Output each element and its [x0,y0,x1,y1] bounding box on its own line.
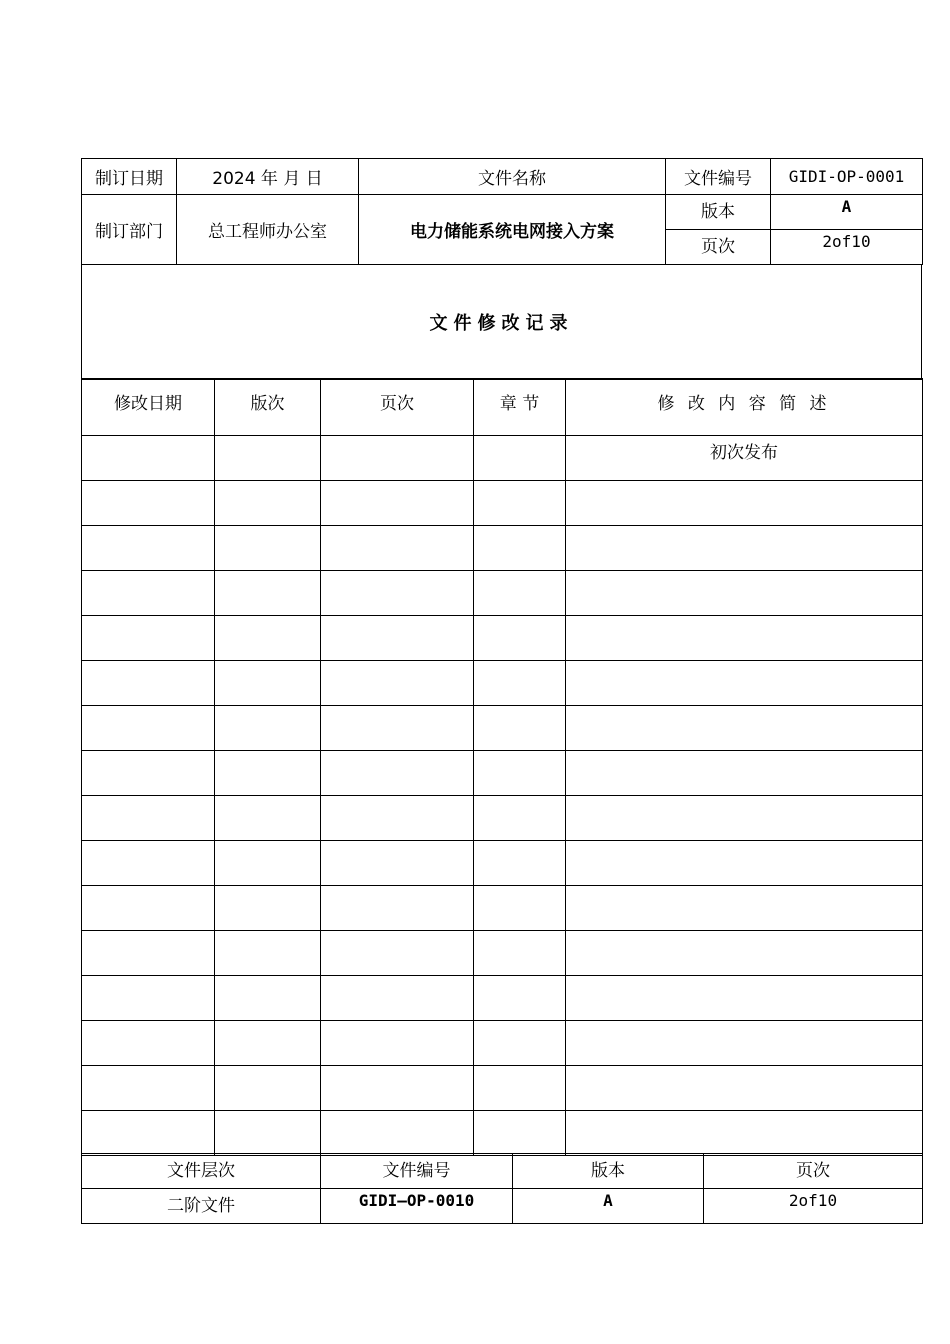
cell-chapter [474,436,566,481]
cell-date [82,841,215,886]
cell-chapter [474,1021,566,1066]
cell-date [82,706,215,751]
cell-date [82,886,215,931]
cell-page [321,706,474,751]
footer-level-label: 文件层次 [82,1154,321,1189]
cell-page [321,976,474,1021]
page-value: 2of10 [771,230,923,265]
cell-version [215,1111,321,1156]
cell-version [215,841,321,886]
table-row [82,1021,923,1066]
cell-page [321,481,474,526]
version-value: A [771,195,923,230]
section-title: 文件修改记录 [82,265,922,380]
date-value: 2024 年 月 日 [177,159,359,195]
cell-version [215,796,321,841]
cell-page [321,571,474,616]
dept-label: 制订部门 [82,195,177,265]
table-row [82,526,923,571]
cell-summary [566,1021,923,1066]
cell-chapter [474,841,566,886]
revision-records-table [81,378,923,1156]
cell-page [321,841,474,886]
table-row [82,661,923,706]
cell-summary [566,841,923,886]
cell-summary: 初次发布 [566,436,923,481]
cell-chapter [474,931,566,976]
column-header-date: 修改日期 [82,379,215,436]
cell-page [321,796,474,841]
cell-version [215,436,321,481]
cell-chapter [474,706,566,751]
table-row [82,1066,923,1111]
doc-no-value: GIDI-OP-0001 [771,159,923,195]
records-body [82,436,923,1156]
cell-chapter [474,1066,566,1111]
doc-name-value: 电力储能系统电网接入方案 [359,195,666,265]
cell-page [321,751,474,796]
cell-date [82,481,215,526]
cell-chapter [474,616,566,661]
cell-page [321,526,474,571]
cell-version [215,1066,321,1111]
cell-summary [566,481,923,526]
cell-chapter [474,976,566,1021]
cell-summary [566,661,923,706]
cell-version [215,886,321,931]
table-row [82,616,923,661]
cell-page [321,661,474,706]
table-row [82,481,923,526]
dept-value: 总工程师办公室 [177,195,359,265]
cell-summary [566,526,923,571]
table-row [82,706,923,751]
cell-page [321,931,474,976]
table-row [82,886,923,931]
cell-summary [566,1066,923,1111]
column-header-summary: 修 改 内 容 简 述 [566,379,923,436]
cell-chapter [474,661,566,706]
cell-chapter [474,481,566,526]
cell-version [215,661,321,706]
footer-version-value: A [513,1189,704,1224]
cell-date [82,1021,215,1066]
cell-date [82,976,215,1021]
cell-page [321,1066,474,1111]
cell-summary [566,706,923,751]
doc-no-label: 文件编号 [666,159,771,195]
cell-summary [566,751,923,796]
cell-summary [566,931,923,976]
cell-chapter [474,1111,566,1156]
cell-date [82,526,215,571]
page-label: 页次 [666,230,771,265]
footer-level-value: 二阶文件 [82,1189,321,1224]
cell-chapter [474,886,566,931]
cell-page [321,616,474,661]
version-label: 版本 [666,195,771,230]
table-row [82,796,923,841]
table-row [82,571,923,616]
cell-page [321,1021,474,1066]
footer-page-value: 2of10 [704,1189,923,1224]
cell-date [82,571,215,616]
date-label: 制订日期 [82,159,177,195]
cell-version [215,751,321,796]
cell-date [82,931,215,976]
cell-page [321,436,474,481]
cell-date [82,436,215,481]
footer-doc-no-label: 文件编号 [321,1154,513,1189]
table-row [82,751,923,796]
cell-date [82,751,215,796]
column-header-page: 页次 [321,379,474,436]
doc-name-label: 文件名称 [359,159,666,195]
section-title-box [81,264,922,380]
cell-chapter [474,571,566,616]
cell-page [321,886,474,931]
column-header-chapter: 章 节 [474,379,566,436]
table-row [82,841,923,886]
table-row [82,931,923,976]
column-header-version: 版次 [215,379,321,436]
cell-date [82,1066,215,1111]
cell-date [82,796,215,841]
cell-date [82,616,215,661]
cell-summary [566,1111,923,1156]
cell-version [215,571,321,616]
records-header-row [82,379,923,436]
table-row [82,1111,923,1156]
table-row [82,976,923,1021]
footer-version-label: 版本 [513,1154,704,1189]
cell-summary [566,976,923,1021]
cell-version [215,481,321,526]
cell-summary [566,796,923,841]
cell-chapter [474,751,566,796]
cell-chapter [474,796,566,841]
cell-version [215,526,321,571]
cell-version [215,706,321,751]
document-footer-table [81,1153,923,1224]
cell-summary [566,616,923,661]
cell-summary [566,571,923,616]
document-header-table [81,158,923,265]
cell-chapter [474,526,566,571]
cell-date [82,1111,215,1156]
cell-version [215,931,321,976]
footer-doc-no-value: GIDI—OP-0010 [321,1189,513,1224]
cell-version [215,616,321,661]
cell-version [215,976,321,1021]
cell-summary [566,886,923,931]
cell-date [82,661,215,706]
footer-page-label: 页次 [704,1154,923,1189]
cell-version [215,1021,321,1066]
table-row [82,436,923,481]
cell-page [321,1111,474,1156]
